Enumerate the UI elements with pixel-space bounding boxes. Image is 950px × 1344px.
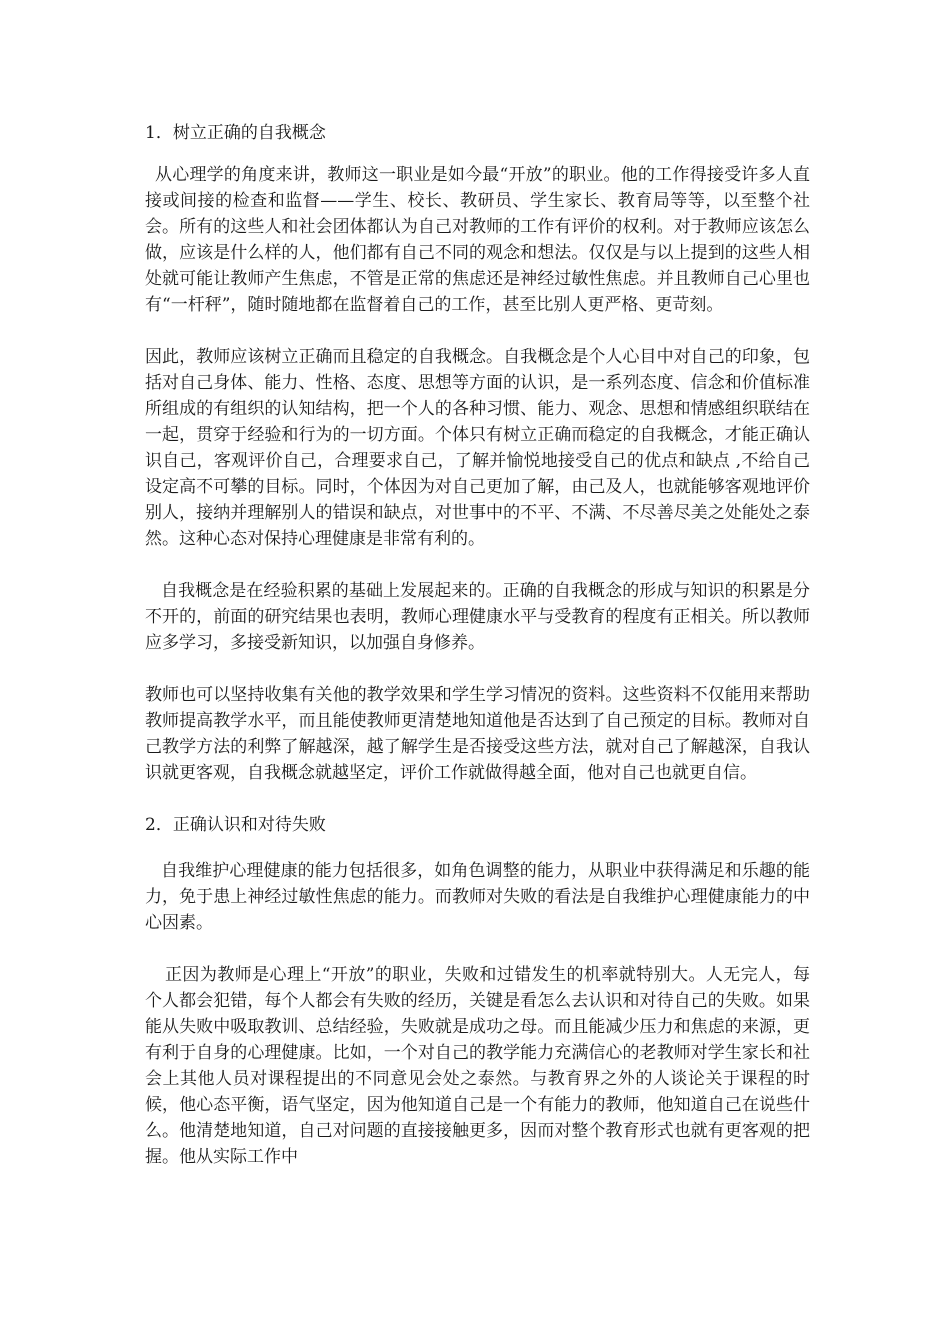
paragraph-3: 自我概念是在经验积累的基础上发展起来的。正确的自我概念的形成与知识的积累是分不开的，前面的研究结果也表明，教师心理健康水平与受教育的程度有正相关。所以教师应多学习，多接受新知识，以加强自身修养。 bbox=[145, 581, 810, 653]
document-body bbox=[145, 120, 810, 1170]
paragraph-4: 教师也可以坚持收集有关他的教学效果和学生学习情况的资料。这些资料不仅能用来帮助教师提高教学水平，而且能使教师更清楚地知道他是否达到了自己预定的目标。教师对自己教学方法的利弊了解越深，越了解学生是否接受这些方法，就对自己了解越深，自我认识就更客观，自我概念就越坚定，评价工作就做得越全面，他对自己也就更自信。 bbox=[145, 685, 810, 783]
paragraph-1: 从心理学的角度来讲，教师这一职业是如今最“开放”的职业。他的工作得接受许多人直接或间接的检查和监督——学生、校长、教研员、学生家长、教育局等等，以至整个社会。所有的这些人和社会团体都认为自己对教师的工作有评价的权利。对于教师应该怎么做，应该是什么样的人，他们都有自己不同的观念和想法。仅仅是与以上提到的这些人相处就可能让教师产生焦虑，不管是正常的焦虑还是神经过敏性焦虑。并且教师自己心里也有“一杆秤”，随时随地都在监督着自己的工作，甚至比别人更严格、更苛刻。 bbox=[145, 165, 810, 315]
section-heading-2: 2．正确认识和对待失败 bbox=[145, 815, 326, 835]
paragraph-5: 自我维护心理健康的能力包括很多，如角色调整的能力，从职业中获得满足和乐趣的能力，免于患上神经过敏性焦虑的能力。而教师对失败的看法是自我维护心理健康能力的中心因素。 bbox=[145, 861, 810, 933]
paragraph-6: 正因为教师是心理上“开放”的职业，失败和过错发生的机率就特别大。人无完人，每个人都会犯错，每个人都会有失败的经历，关键是看怎么去认识和对待自己的失败。如果能从失败中吸取教训、总结经验，失败就是成功之母。而且能减少压力和焦虑的来源，更有利于自身的心理健康。比如，一个对自己的教学能力充满信心的老教师对学生家长和社会上其他人员对课程提出的不同意见会处之泰然。与教育界之外的人谈论关于课程的时候，他心态平衡，语气坚定，因为他知道自己是一个有能力的教师，他知道自己在说些什么。他清楚地知道，自己对问题的直接接触更多，因而对整个教育形式也就有更客观的把握。他从实际工作中 bbox=[145, 965, 810, 1167]
paragraph-2: 因此，教师应该树立正确而且稳定的自我概念。自我概念是个人心目中对自己的印象，包括对自己身体、能力、性格、态度、思想等方面的认识，是一系列态度、信念和价值标准所组成的有组织的认知结构，把一个人的各种习惯、能力、观念、思想和情感组织联结在一起，贯穿于经验和行为的一切方面。个体只有树立正确而稳定的自我概念，才能正确认识自己，客观评价自己，合理要求自己，了解并愉悦地接受自己的优点和缺点 ,不给自己设定高不可攀的目标。同时，个体因为对自己更加了解，由己及人，也就能够客观地评价别人，接纳并理解别人的错误和缺点，对世事中的不平、不满、不尽善尽美之处能处之泰然。这种心态对保持心理健康是非常有利的。 bbox=[145, 347, 810, 549]
section-heading-1: 1．树立正确的自我概念 bbox=[145, 123, 326, 143]
